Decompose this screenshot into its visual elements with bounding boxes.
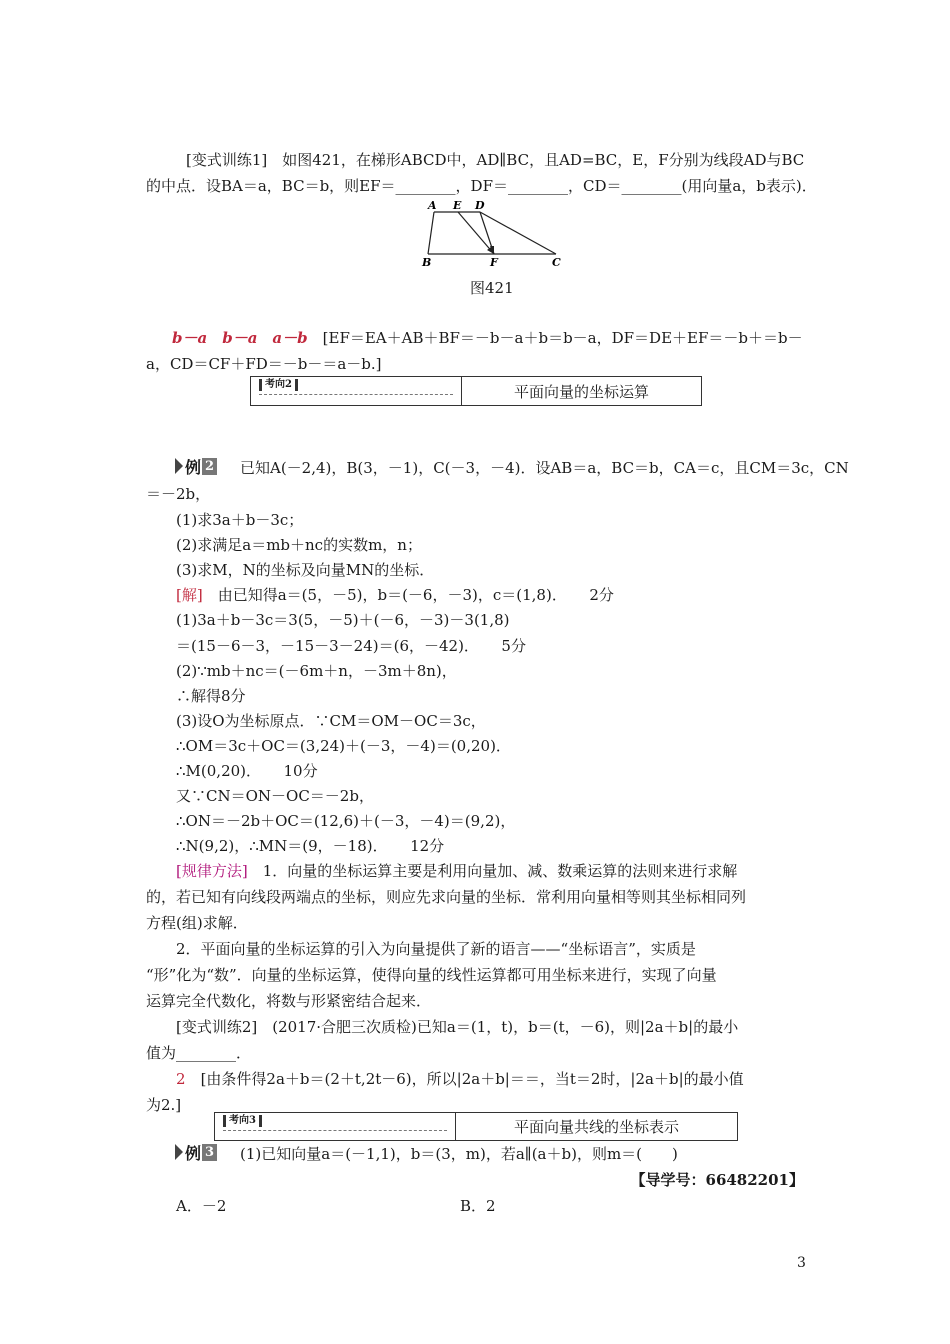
answer-1-explanation: [EF＝EA＋AB＋BF＝－b－a＋b＝b－a，DF＝DE＋EF＝－b＋＝b－ (322, 329, 803, 347)
segment-ef (458, 212, 494, 254)
edge-ab (428, 212, 434, 254)
method-p2-l1: 2．平面向量的坐标运算的引入为向量提供了新的语言——“坐标语言”，实质是 (176, 940, 696, 958)
answer-2-value: 2 (176, 1070, 186, 1088)
example-3-word: 例 (185, 1143, 202, 1163)
practice-2-line-1: [变式训练2] (2017·合肥三次质检)已知a＝(1，t)，b＝(t，－6)，则|2a＋b|的最小 (176, 1018, 739, 1036)
label-b: B (422, 256, 432, 268)
topic-3-tag-cell (215, 1113, 456, 1140)
example-2-line-2: ＝－2b， (146, 485, 211, 503)
method-p1-l2: 的，若已知有向线段两端点的坐标，则应先求向量的坐标．常利用向量相等则其坐标相同列 (146, 888, 747, 906)
label-f: F (490, 256, 498, 268)
label-e: E (453, 199, 462, 212)
example-2-number: 2 (202, 458, 217, 475)
practice-2-line-2: 值为________． (146, 1044, 252, 1062)
method-line-1 (176, 861, 737, 881)
solution-s5: ∴解得8分 (176, 687, 246, 705)
example-3-marker-icon (175, 1144, 183, 1160)
practice-1-line-2: 的中点．设BA＝a，BC＝b，则EF＝________，DF＝________，CD＝________(用向量a，b表示)． (146, 177, 817, 195)
method-p1-l1: 1．向量的坐标运算主要是利用向量加、减、数乘运算的法则来进行求解 (262, 862, 738, 880)
method-p2-l3: 运算完全代数化，将数与形紧密结合起来． (146, 992, 432, 1010)
option-a: A．－2 (176, 1197, 227, 1215)
solution-label: [解] (176, 586, 203, 604)
topic-2-dash (259, 394, 453, 395)
figure-caption: 图421 (470, 279, 514, 297)
example-2-q1: (1)求3a＋b－3c； (176, 511, 304, 529)
example-2-badge (175, 456, 217, 476)
label-c: C (552, 256, 561, 268)
label-a: A (428, 199, 437, 212)
topic-2-tag: 考向2 (259, 379, 298, 391)
topic-2-title: 平面向量的坐标运算 (513, 382, 649, 401)
method-p1-l3: 方程(组)求解． (146, 914, 248, 932)
solution-s8: ∴M(0,20)． 10分 (176, 762, 318, 780)
answer-1-line-1 (172, 328, 803, 348)
option-b: B．2 (460, 1197, 496, 1215)
answer-1-line-2: a，CD＝CF＋FD＝－b－＝a－b.] (146, 355, 382, 373)
page-number: 3 (797, 1255, 806, 1271)
example-3-number: 3 (202, 1144, 217, 1161)
label-d: D (475, 199, 485, 212)
topic-2-tag-cell (251, 377, 462, 405)
topic-3-title: 平面向量共线的坐标表示 (513, 1118, 679, 1136)
solution-s10: ∴ON＝－2b＋OC＝(12,6)＋(－3，－4)＝(9,2)， (176, 812, 516, 830)
answer-2-line-2: 为2.] (146, 1096, 182, 1114)
solution-line-1 (176, 585, 614, 605)
answer-1-red: b－a b－a a－b (172, 329, 308, 347)
solution-s9: 又∵CN＝ON－OC＝－2b， (176, 787, 374, 805)
method-p2-l2: “形”化为“数”．向量的坐标运算，使得向量的线性运算都可用坐标来进行，实现了向量 (146, 966, 717, 984)
example-2-q3: (3)求M，N的坐标及向量MN的坐标． (176, 561, 435, 579)
solution-s7: ∴OM＝3c＋OC＝(3,24)＋(－3，－4)＝(0,20)． (176, 737, 511, 755)
answer-2-line-1 (176, 1069, 744, 1089)
topic-3-box (214, 1112, 738, 1141)
example-3-question: (1)已知向量a＝(－1,1)，b＝(3，m)，若a∥(a＋b)，则m＝( ) (240, 1145, 678, 1163)
example-2-word: 例 (185, 457, 202, 477)
trapezoid-figure (420, 198, 580, 268)
answer-2-explanation: [由条件得2a＋b＝(2＋t,2t－6)，所以|2a＋b|＝＝，当t＝2时，|2a＋b|的最小值 (200, 1070, 744, 1088)
solution-s11: ∴N(9,2)，∴MN＝(9，－18)． 12分 (176, 837, 445, 855)
solution-s2: (1)3a＋b－3c＝3(5，－5)＋(－6，－3)－3(1,8) (176, 611, 510, 629)
topic-3-tag: 考向3 (223, 1115, 262, 1127)
solution-s3: ＝(15－6－3，－15－3－24)＝(6，－42)． 5分 (176, 637, 526, 655)
practice-1-line-1: [变式训练1] 如图421，在梯形ABCD中，AD∥BC，且AD=BC，E，F分别为线段AD与BC (186, 151, 805, 169)
solution-s6: (3)设O为坐标原点．∵CM＝OM－OC＝3c， (176, 712, 486, 730)
example-2-line-1: 已知A(－2,4)，B(3，－1)，C(－3，－4)．设AB＝a，BC＝b，CA＝c，且CM＝3c，CN (240, 459, 849, 477)
example-2-marker-icon (175, 458, 183, 474)
guide-number: 【导学号：66482201】 (630, 1171, 804, 1189)
example-2-q2: (2)求满足a＝mb＋nc的实数m，n； (176, 536, 422, 554)
method-label: [规律方法] (176, 862, 248, 880)
topic-3-dash (223, 1130, 447, 1131)
topic-2-box (250, 376, 702, 406)
solution-s1: 由已知得a＝(5，－5)，b＝(－6，－3)，c＝(1,8)． 2分 (217, 586, 614, 604)
solution-s4: (2)∵mb＋nc＝(－6m＋n，－3m＋8n)， (176, 662, 457, 680)
example-3-badge (175, 1142, 217, 1162)
